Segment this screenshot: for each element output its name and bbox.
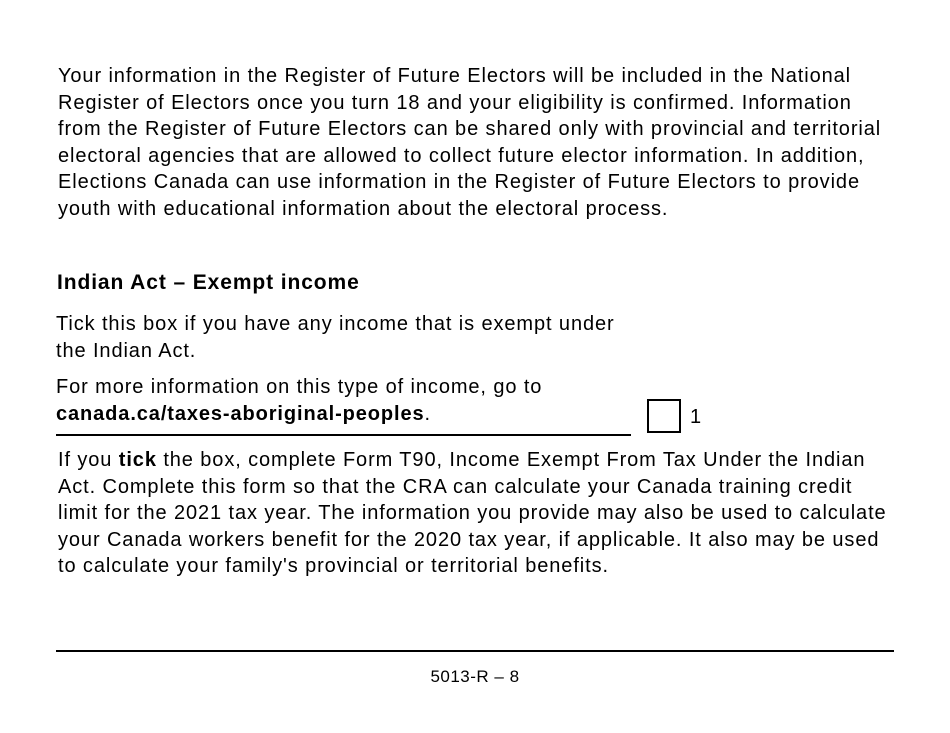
- answer-line: [56, 434, 631, 436]
- footer-divider: [56, 650, 894, 652]
- result-prefix: If you: [58, 449, 119, 471]
- line-number: 1: [690, 406, 702, 428]
- more-info-suffix: .: [424, 402, 431, 425]
- tick-result-paragraph: [58, 447, 898, 580]
- intro-paragraph: Your information in the Register of Future Electors will be included in the National Register of Electors once you turn 18 and your eligibility is confirmed. Information from the Register of Future Electors can be shared only with provincial and territorial electoral agencies that are allowed to collect future elector information. In addition, Elections Canada can use information in the Register of Future Electors to provide youth with educational information about the electoral process.: [58, 65, 882, 220]
- more-info-text: [56, 374, 636, 427]
- section-heading: Indian Act – Exempt income: [57, 271, 360, 294]
- result-bold-word: tick: [118, 449, 157, 471]
- page-number: 5013-R – 8: [430, 667, 520, 686]
- exempt-income-checkbox[interactable]: [647, 399, 681, 433]
- more-info-link[interactable]: canada.ca/taxes-aboriginal-peoples: [56, 402, 425, 425]
- more-info-prefix: For more information on this type of income, go to: [56, 376, 543, 398]
- result-text: the box, complete Form T90, Income Exempt From Tax Under the Indian Act. Complete this form so that the CRA can calculate your Canada training credit limit for the 2021 tax year. The information you provide may also be used to calculate your Canada workers benefit for the 2020 tax year, if applicable. It also may be used to calculate your family's provincial or territorial benefits.: [58, 449, 887, 577]
- tick-instruction: Tick this box if you have any income that is exempt under the Indian Act.: [56, 313, 615, 362]
